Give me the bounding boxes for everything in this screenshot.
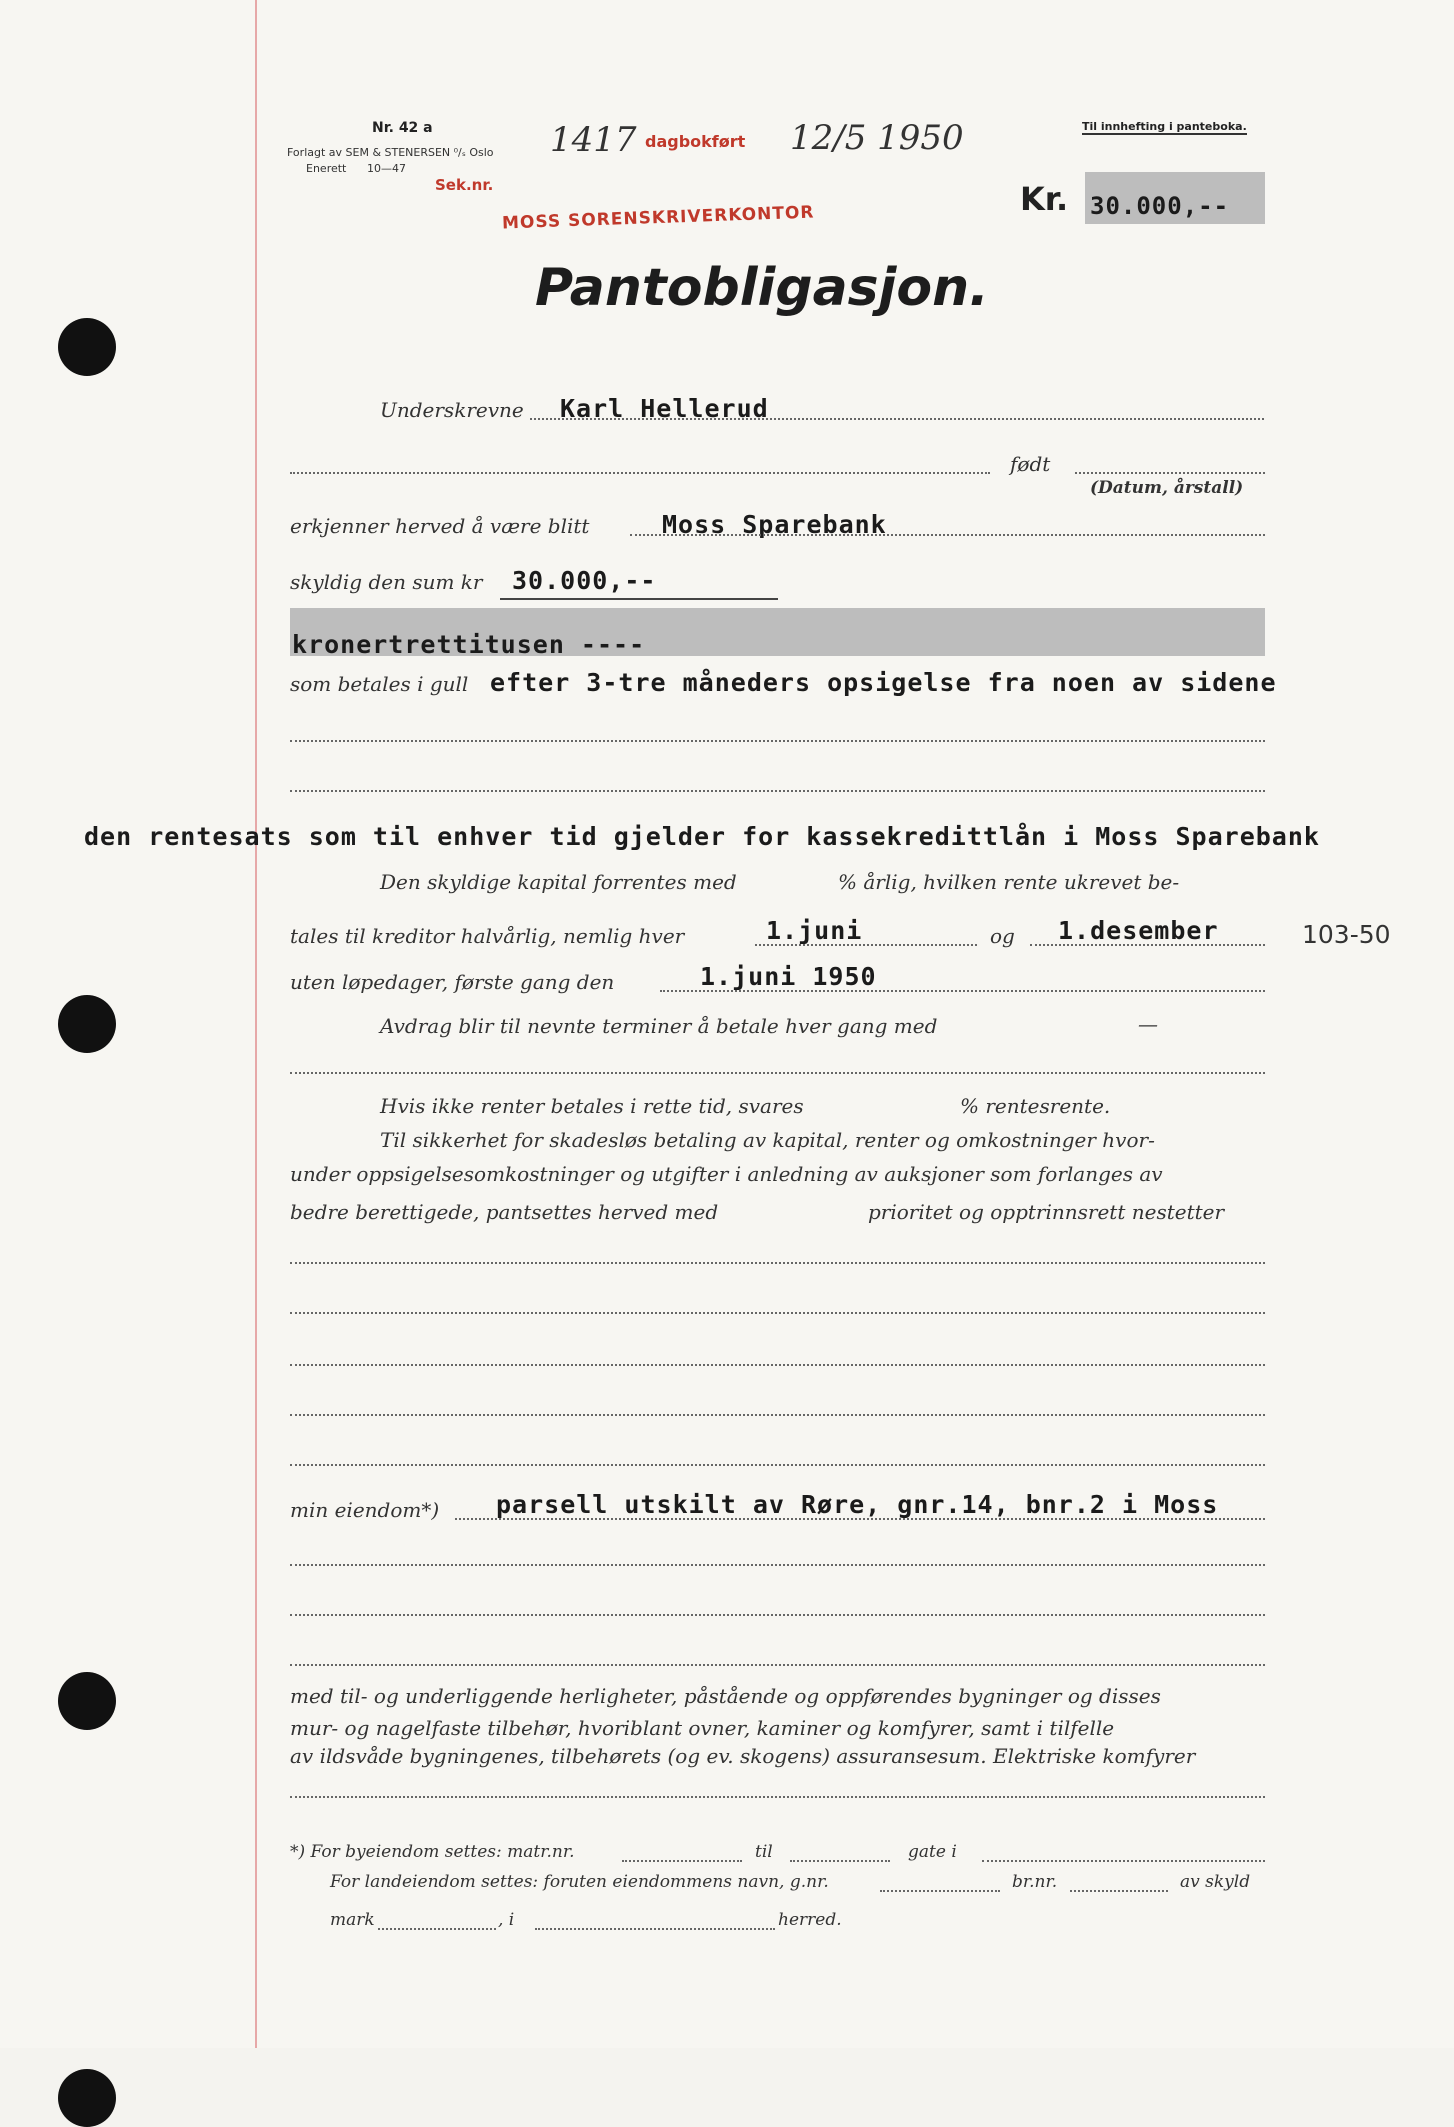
born-hint: (Datum, årstall) (1090, 478, 1244, 498)
publisher-rights: Enerett (306, 162, 347, 175)
first-payment-date: 1.juni 1950 (700, 962, 877, 991)
footnote-line-3a: mark (330, 1910, 375, 1930)
appurtenance-line-2: mur- og nagelfaste tilbehør, hvoriblant ovner, kaminer og komfyrer, samt i tilfelle (290, 1716, 1115, 1740)
appurtenance-line-3: av ildsvåde bygningenes, tilbehørets (og ev. skogens) assuransesum. Elektriske komfyrer (290, 1744, 1196, 1768)
fill-line (530, 418, 1264, 420)
interest-line-1: Den skyldige kapital forrentes med (380, 870, 737, 894)
footnote-line-1c: gate i (908, 1842, 957, 1862)
fill-line (378, 1928, 496, 1930)
fill-line (630, 534, 1265, 536)
fill-line (290, 1464, 1265, 1466)
property-description: parsell utskilt av Røre, gnr.14, bnr.2 i Moss (496, 1490, 1219, 1519)
undersigned-name: Karl Hellerud (560, 394, 769, 423)
late-line: Hvis ikke renter betales i rette tid, svares (380, 1094, 804, 1118)
security-line-3b: prioritet og opptrinnsrett nestetter (868, 1200, 1225, 1224)
acknowledge-label: erkjenner herved å være blitt (290, 514, 590, 538)
footnote-line-2c: av skyld (1180, 1872, 1251, 1892)
punch-hole (58, 1672, 116, 1730)
publisher-date: 10—47 (367, 162, 406, 175)
second-term-date: 1.desember (1058, 916, 1219, 945)
footnote-line-1a: *) For byeiendom settes: matr.nr. (290, 1842, 575, 1862)
fill-line (290, 1072, 1265, 1074)
fill-line (290, 1796, 1265, 1798)
registration-stamp: dagbokført (645, 132, 746, 151)
owe-label: skyldig den sum kr (290, 570, 483, 594)
og-label: og (990, 924, 1015, 948)
interest-line-1b: % årlig, hvilken rente ukrevet be- (838, 870, 1180, 894)
fill-line (755, 944, 977, 946)
publisher-line: Forlagt av SEM & STENERSEN ⁰/ₛ Oslo (287, 146, 494, 159)
punch-hole (58, 995, 116, 1053)
underline (500, 598, 778, 600)
fill-line (290, 1262, 1265, 1264)
creditor-name: Moss Sparebank (662, 510, 887, 539)
fill-line (660, 990, 1265, 992)
pay-terms: efter 3-tre måneders opsigelse fra noen av sidene (490, 668, 1277, 697)
footnote-line-2b: br.nr. (1012, 1872, 1058, 1892)
fill-line (290, 790, 1265, 792)
fill-line (455, 1518, 1265, 1520)
property-label: min eiendom*) (290, 1498, 440, 1522)
fill-line (290, 1614, 1265, 1616)
punch-hole (58, 318, 116, 376)
kroner-text: kronertrettitusen ---- (292, 630, 646, 659)
late-line-b: % rentesrente. (960, 1094, 1111, 1118)
margin-rule (255, 0, 257, 2048)
fill-line (290, 1312, 1265, 1314)
footnote-line-1b: til (755, 1842, 773, 1862)
interest-line-3: uten løpedager, første gang den (290, 970, 615, 994)
interest-rate-text: den rentesats som til enhver tid gjelder for kassekredittlån i Moss Sparebank (84, 822, 1320, 851)
installment-value: — (1138, 1012, 1158, 1036)
security-line-2: under oppsigelsesomkostninger og utgifter i anledning av auksjoner som forlanges av (290, 1162, 1163, 1186)
born-label: født (1010, 452, 1051, 476)
stamp-office: MOSS SORENSKRIVERKONTOR (501, 202, 815, 234)
handwritten-number: 1417 (550, 120, 637, 160)
footnote-line-2a: For landeiendom settes: foruten eiendommens navn, g.nr. (330, 1872, 829, 1892)
fill-line (290, 1564, 1265, 1566)
fill-line (982, 1860, 1265, 1862)
amount-value: 30.000,-- (1090, 192, 1230, 220)
fill-line (790, 1860, 890, 1862)
undersigned-label: Underskrevne (380, 398, 524, 422)
footnote-line-3b: , i (498, 1910, 515, 1930)
first-term-date: 1.juni (766, 916, 863, 945)
fill-line (1070, 1890, 1168, 1892)
stamp-section: Sek.nr. (435, 176, 494, 194)
binding-note: Til innhefting i panteboka. (1082, 120, 1247, 133)
fill-line (290, 1414, 1265, 1416)
installment-line: Avdrag blir til nevnte terminer å betale hver gang med (380, 1014, 938, 1038)
fill-line (535, 1928, 775, 1930)
appurtenance-line-1: med til- og underliggende herligheter, påstående og oppførendes bygninger og disses (290, 1684, 1161, 1708)
fill-line (1030, 944, 1265, 946)
security-line-3a: bedre berettigede, pantsettes herved med (290, 1200, 719, 1224)
amount-label: Kr. (1020, 180, 1069, 218)
fill-line (290, 740, 1265, 742)
fill-line (1075, 472, 1265, 474)
fill-line (290, 1364, 1265, 1366)
fill-line (290, 472, 990, 474)
interest-line-2: tales til kreditor halvårlig, nemlig hver (290, 924, 685, 948)
fill-line (622, 1860, 742, 1862)
fill-line (880, 1890, 1000, 1892)
security-line-1: Til sikkerhet for skadesløs betaling av kapital, renter og omkostninger hvor- (380, 1128, 1155, 1152)
document-title: Pantobligasjon. (535, 258, 989, 318)
punch-hole (58, 2069, 116, 2127)
registration-date: 12/5 1950 (790, 118, 964, 158)
pay-label: som betales i gull (290, 672, 469, 696)
footnote-line-3c: herred. (778, 1910, 842, 1930)
owe-amount: 30.000,-- (512, 566, 657, 595)
fill-line (290, 1664, 1265, 1666)
form-number: Nr. 42 a (372, 120, 433, 136)
margin-note: 103-50 (1302, 920, 1391, 949)
